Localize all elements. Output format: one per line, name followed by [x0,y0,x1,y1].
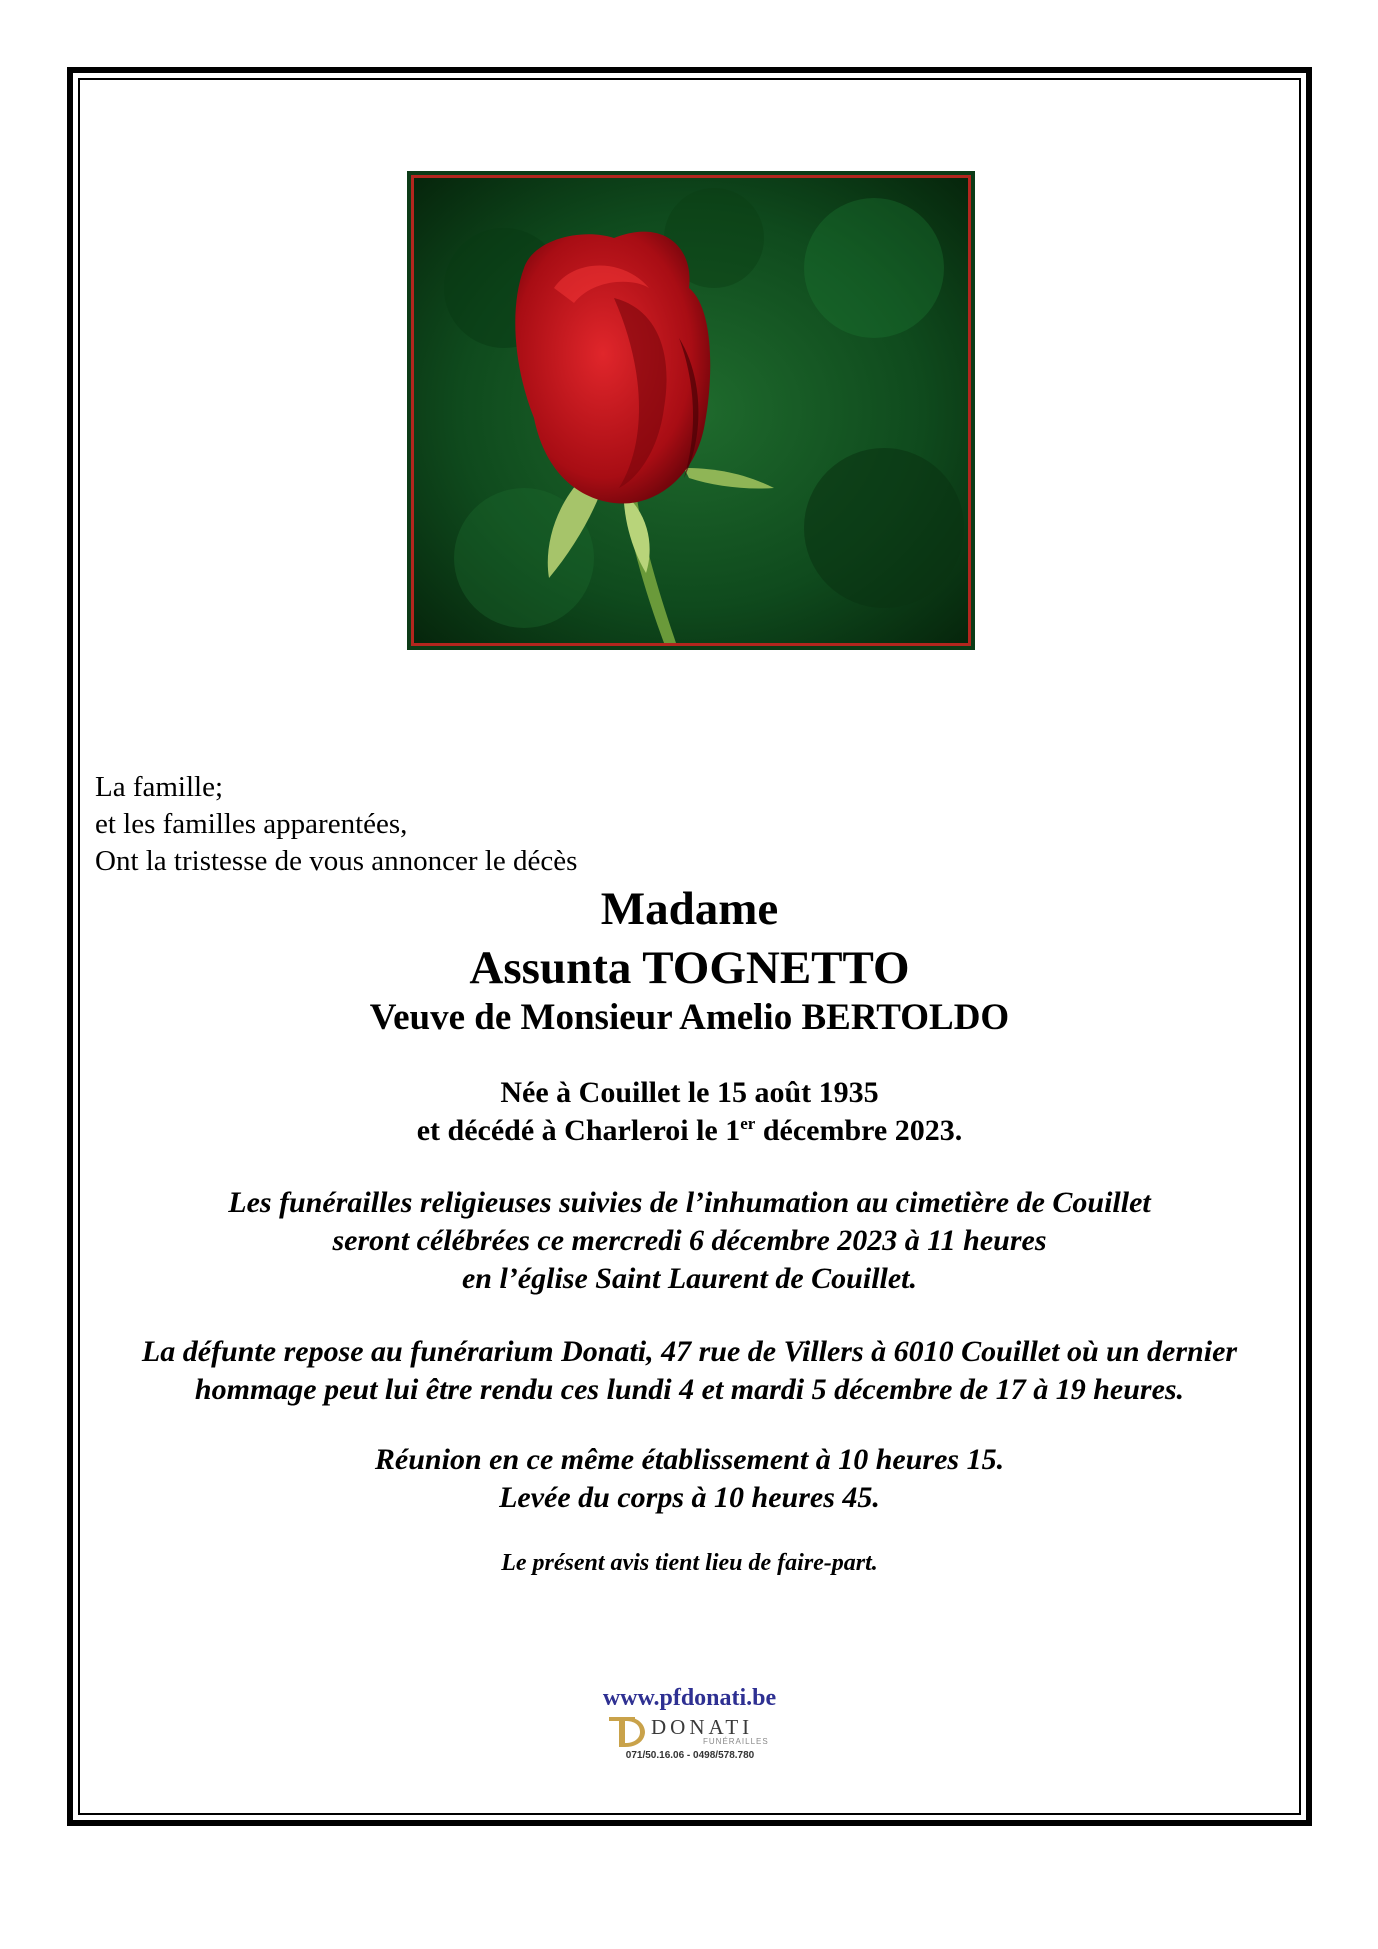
donati-logo [605,1713,775,1763]
death-line-end: décembre 2023. [755,1114,963,1147]
logo-subtitle: FUNÉRAILLES [703,1737,769,1746]
funerals-block [80,1184,1299,1298]
logo-wordmark: DONATI [651,1715,754,1739]
intro-line-2: et les familles apparentées, [95,808,408,840]
funerals-line-1: Les funérailles religieuses suivies de l’inhumation au cimetière de Couillet [228,1186,1151,1219]
death-line [80,1112,1299,1150]
death-line-start: et décédé à Charleroi le 1 [416,1114,741,1147]
wake-line-2: hommage peut lui être rendu ces lundi 4 et mardi 5 décembre de 17 à 19 heures. [194,1373,1185,1406]
funerals-line-3: en l’église Saint Laurent de Couillet. [461,1262,918,1295]
funerals-line-2: seront célébrées ce mercredi 6 décembre 2023 à 11 heures [332,1224,1047,1257]
deceased-name: Assunta TOGNETTO [469,942,910,994]
donati-logo-icon [605,1713,647,1751]
red-rose-image [411,175,971,646]
dates-block [80,1074,1299,1150]
widow-line: Veuve de Monsieur Amelio BERTOLDO [369,997,1010,1038]
phone-numbers: 071/50.16.06 - 0498/578.780 [625,1750,755,1761]
wake-line-1: La défunte repose au funérarium Donati, 47 rue de Villers à 6010 Couillet où un dernier [141,1335,1238,1368]
meeting-line-2: Levée du corps à 10 heures 45. [499,1481,880,1514]
birth-line: Née à Couillet le 15 août 1935 [500,1076,879,1109]
intro-line-3: Ont la tristesse de vous annoncer le décès [95,845,578,877]
meeting-block [80,1441,1299,1517]
notice-line: Le présent avis tient lieu de faire-part. [501,1550,878,1576]
wake-block [80,1333,1299,1409]
meeting-line-1: Réunion en ce même établissement à 10 heures 15. [374,1443,1005,1476]
website-link[interactable]: www.pfdonati.be [602,1685,777,1711]
deceased-title: Madame [600,883,779,935]
intro-line-1: La famille; [95,771,224,803]
ordinal-suffix: er [740,1114,756,1133]
intro-text [95,769,577,880]
